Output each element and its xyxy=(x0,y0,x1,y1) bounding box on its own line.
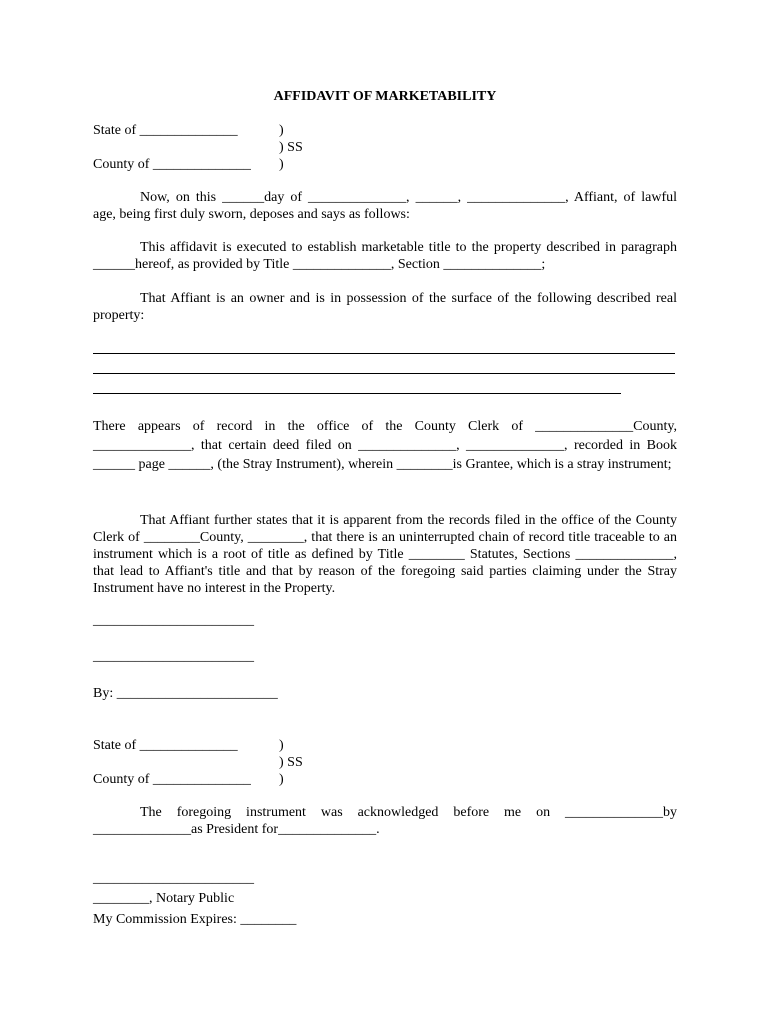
acknowledgment-paragraph: The foregoing instrument was acknowledged before me on ______________by ______________as President for______________. xyxy=(93,805,677,837)
property-description-line xyxy=(93,353,675,354)
property-description-line xyxy=(93,393,621,394)
venue-paren-top: ) xyxy=(279,738,284,753)
county-line: County of ______________ xyxy=(93,772,251,787)
notary-public-label: ________, Notary Public xyxy=(93,891,235,906)
venue-paren-bottom: ) xyxy=(279,157,284,172)
signature-line: _______________________ xyxy=(93,613,254,628)
venue-paren-bottom: ) xyxy=(279,772,284,787)
document-title: AFFIDAVIT OF MARKETABILITY xyxy=(273,89,497,104)
venue-ss: ) SS xyxy=(279,755,303,770)
signature-line: _______________________ xyxy=(93,649,254,664)
state-line: State of ______________ xyxy=(93,123,238,138)
commission-expires-label: My Commission Expires: ________ xyxy=(93,912,297,927)
by-signature-line: By: _______________________ xyxy=(93,686,278,701)
venue-ss: ) SS xyxy=(279,140,303,155)
venue-paren-top: ) xyxy=(279,123,284,138)
state-line: State of ______________ xyxy=(93,738,238,753)
county-line: County of ______________ xyxy=(93,157,251,172)
property-description-line xyxy=(93,373,675,374)
notary-signature-line: _______________________ xyxy=(93,871,254,886)
purpose-paragraph: This affidavit is executed to establish marketable title to the property described in paragraph ______hereof, as provided by Title ______________, Section ______________; xyxy=(93,240,677,272)
further-states-paragraph: That Affiant further states that it is apparent from the records filed in the office of the County Clerk of ________County, ________, that there is an uninterrupted chain of record title traceable to an instrument which is a root of title as defined by Title ________ Statutes, Sections ______________, that lead to Affiant's title and that by reason of the foregoing said parties claiming under the Stray Instrument have no interest in the Property. xyxy=(93,513,677,596)
owner-paragraph: That Affiant is an owner and is in possession of the surface of the following described real property: xyxy=(93,291,677,323)
sworn-paragraph: Now, on this ______day of ______________, ______, ______________, Affiant, of lawful age, being first duly sworn, deposes and says as follows: xyxy=(93,190,677,222)
record-paragraph: There appears of record in the office of the County Clerk of ______________County, ______________, that certain deed filed on ______________, ______________, recorded in Book ______ page ______, (the Stray Instrument), wherein ________is Grantee, which is a stray instrument; xyxy=(93,419,677,472)
